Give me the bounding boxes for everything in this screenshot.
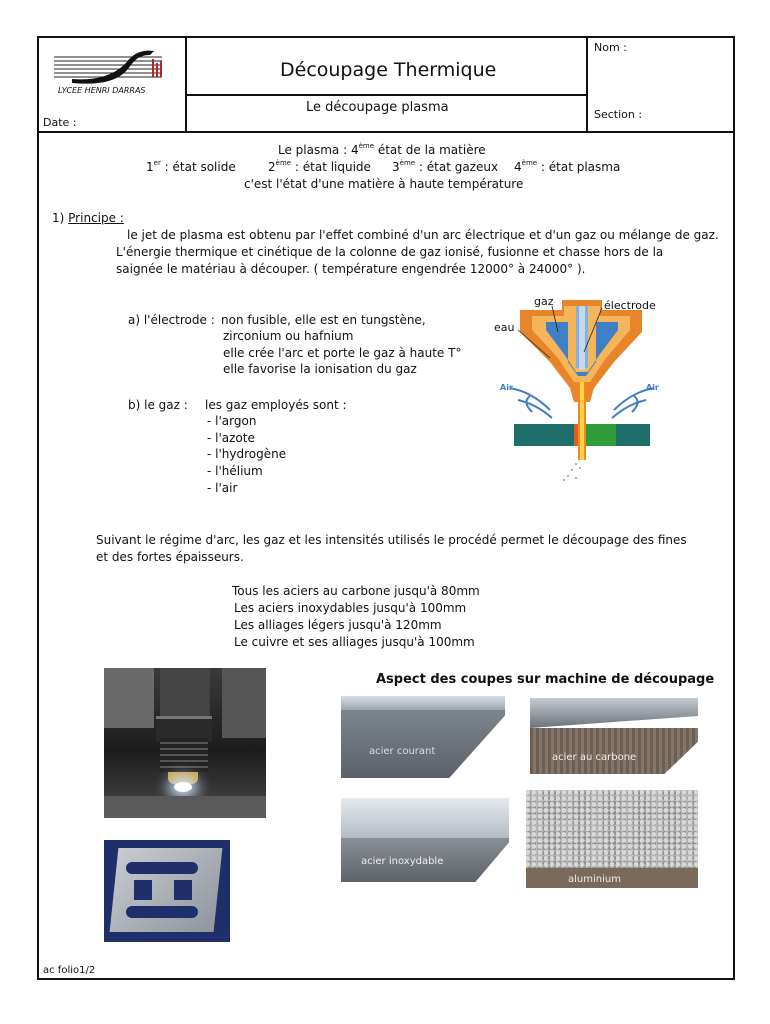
page-subtitle: Le découpage plasma [306, 100, 449, 115]
page-title: Découpage Thermique [280, 59, 497, 81]
sample-label: acier inoxydable [361, 856, 444, 867]
diagram-label-electrode: électrode [604, 299, 656, 312]
sample-acier-courant [341, 694, 505, 778]
capacity-item: Le cuivre et ses alliages jusqu'à 100mm [234, 635, 475, 649]
electrode-line3: elle crée l'arc et porte le gaz à haute T° [223, 346, 462, 360]
folio-label: ac folio1/2 [43, 965, 96, 976]
state-solid: 1er : état solide [146, 159, 236, 174]
school-name: LYCEE HENRI DARRAS [58, 86, 146, 95]
electrode-label: a) l'électrode : [128, 313, 215, 327]
diagram-label-air-right: Air [646, 383, 659, 392]
gaz-item: - l'hélium [207, 464, 263, 478]
plasma-definition: c'est l'état d'une matière à haute température [244, 177, 524, 191]
diagram-label-gaz: gaz [534, 295, 554, 308]
principe-p1: le jet de plasma est obtenu par l'effet combiné d'un arc électrique et d'un gaz ou mélange de gaz. [127, 228, 719, 242]
capacity-item: Les aciers inoxydables jusqu'à 100mm [234, 601, 467, 615]
electrode-line4: elle favorise la ionisation du gaz [223, 362, 417, 376]
section-label: Section : [594, 108, 643, 121]
torch-photo [104, 668, 266, 818]
plasma-torch-diagram [492, 292, 672, 484]
aspect-title: Aspect des coupes sur machine de découpage [376, 672, 715, 687]
header-title-divider [185, 94, 587, 96]
sample-label: acier courant [369, 746, 436, 757]
principe-p3: saignée le matériau à découper. ( température engendrée 12000° à 24000° ). [116, 262, 586, 276]
regime-line2: et des fortes épaisseurs. [96, 550, 244, 564]
diagram-label-eau: eau [494, 321, 515, 334]
electrode-line1: non fusible, elle est en tungstène, [221, 313, 426, 327]
capacity-item: Les alliages légers jusqu'à 120mm [234, 618, 442, 632]
sample-acier-carbone [530, 694, 698, 774]
gaz-intro: les gaz employés sont : [205, 398, 347, 412]
sample-label: aluminium [568, 874, 621, 885]
school-logo [52, 45, 170, 97]
capacity-item: Tous les aciers au carbone jusqu'à 80mm [232, 584, 480, 598]
header-divider-left [185, 36, 187, 132]
diagram-label-air-left: Air [500, 383, 513, 392]
gaz-item: - l'argon [207, 414, 257, 428]
sample-aluminium [526, 790, 698, 890]
state-gas: 3ème : état gazeux [392, 159, 499, 174]
header-bottom-line [37, 131, 735, 133]
date-label: Date : [43, 116, 77, 129]
header-divider-right [586, 36, 588, 132]
gaz-item: - l'air [207, 481, 238, 495]
state-liquid: 2ème : état liquide [268, 159, 371, 174]
principe-heading: 1) Principe : [52, 211, 124, 225]
regime-line1: Suivant le régime d'arc, les gaz et les intensités utilisés le procédé permet le découpage des fines [96, 533, 687, 547]
electrode-line2: zirconium ou hafnium [223, 329, 354, 343]
cut-part-photo [104, 840, 230, 942]
gaz-label: b) le gaz : [128, 398, 188, 412]
sample-label: acier au carbone [552, 752, 637, 763]
state-plasma: 4ème : état plasma [514, 159, 621, 174]
plasma-line: Le plasma : 4ème état de la matière [278, 142, 486, 157]
gaz-item: - l'azote [207, 431, 255, 445]
gaz-item: - l'hydrogène [207, 447, 287, 461]
sample-acier-inox [341, 798, 509, 882]
principe-p2: L'énergie thermique et cinétique de la colonne de gaz ionisé, fusionne et chasse hors de la [116, 245, 664, 259]
nom-label: Nom : [594, 41, 627, 54]
